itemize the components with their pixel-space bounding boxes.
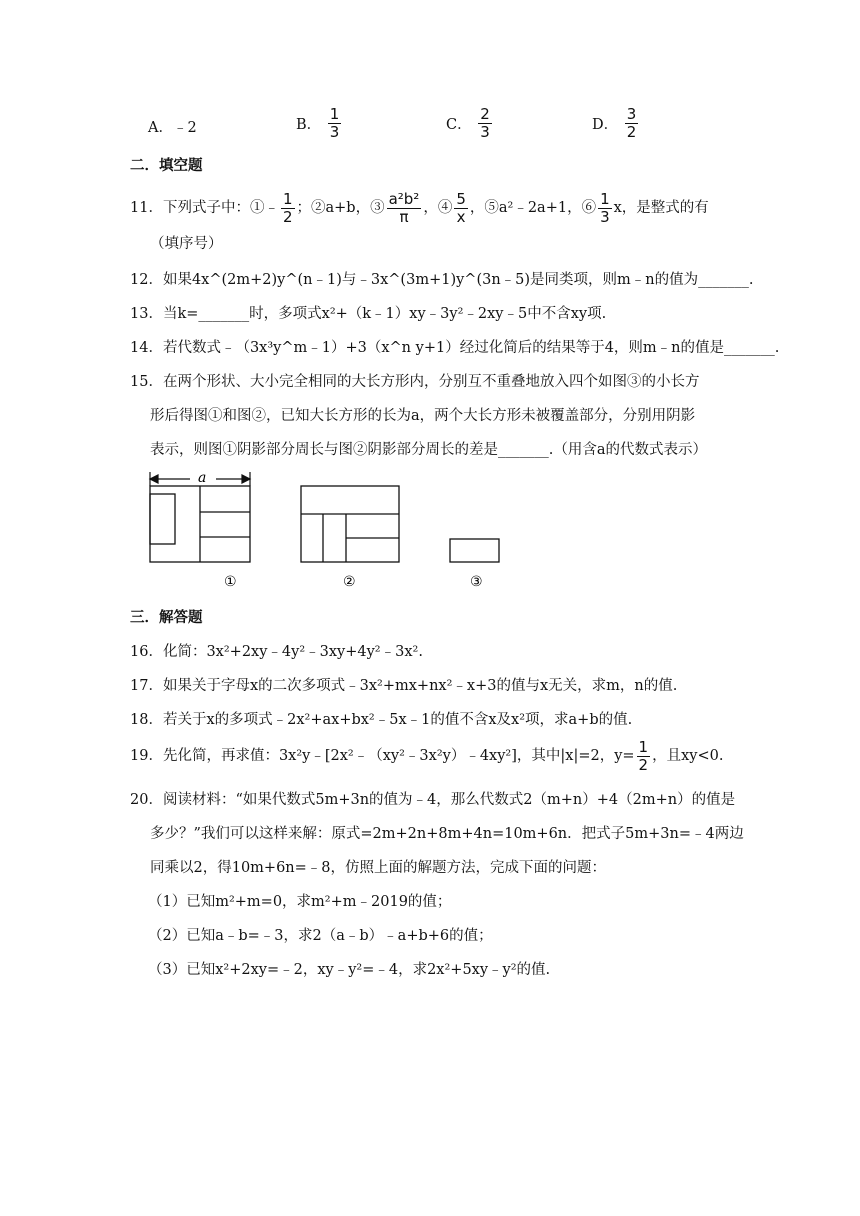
question-20-line-3: 同乘以2，得10m+6n=﹣8，仿照上面的解题方法，完成下面的问题： [150, 860, 607, 876]
q19-f-num: 1 [638, 737, 649, 756]
option-a-value: ﹣2 [172, 120, 197, 136]
option-a-label: A． [148, 120, 173, 136]
question-13: 13．当k=_______时，多项式x²+（k﹣1）xy﹣3y²﹣2xy﹣5中不含xy项. [130, 306, 607, 322]
q11-mid-3: ，⑤a²﹣2a+1，⑥ [469, 200, 597, 216]
figure-3 [450, 539, 499, 562]
q11-f3-den: x [456, 207, 466, 226]
question-16: 16．化简：3x²+2xy﹣4y²﹣3xy+4y²﹣3x². [130, 644, 423, 660]
figure-2-label: ② [343, 574, 356, 590]
question-19 [130, 738, 723, 774]
q19-prefix: 19．先化简，再求值：3x²y﹣[2x²﹣（xy²﹣3x²y）﹣4xy²]，其中|x|=2，y= [130, 748, 635, 764]
option-c-denominator: 3 [480, 123, 490, 141]
option-c [446, 106, 494, 141]
option-b-denominator: 3 [329, 123, 340, 141]
option-b-label: B． [296, 117, 322, 133]
q11-f4-num: 1 [600, 189, 610, 208]
question-14: 14．若代数式﹣（3x³y^m﹣1）+3（x^n y+1）经过化简后的结果等于4，则m﹣n的值是_______. [130, 340, 780, 356]
question-20-part-1: （1）已知m²+m=0，求m²+m﹣2019的值； [148, 894, 452, 910]
q11-f2-den: π [399, 207, 409, 226]
figure-3-label: ③ [470, 574, 483, 590]
question-11-line-2: （填序号） [150, 236, 223, 252]
dimension-label: a [198, 470, 207, 486]
q15-figure [140, 466, 520, 598]
q11-fraction-3 [454, 191, 468, 226]
q15-figure-svg [140, 466, 520, 594]
q11-prefix: 11．下列式子中：①﹣ [130, 200, 279, 216]
q11-suffix: x，是整式的有 [613, 200, 709, 216]
q11-mid-1: ；②a+b，③ [296, 200, 385, 216]
option-d-denominator: 2 [626, 123, 637, 141]
figure-2 [301, 486, 399, 562]
option-c-fraction [478, 106, 492, 141]
q11-f1-den: 2 [282, 207, 293, 226]
option-b-numerator: 1 [329, 105, 340, 123]
option-d [592, 106, 640, 141]
question-11 [130, 190, 709, 226]
question-15-line-1: 15．在两个形状、大小完全相同的大长方形内，分别互不重叠地放入四个如图③的小长方 [130, 374, 700, 390]
q19-fraction [637, 739, 651, 774]
option-c-label: C． [446, 117, 472, 133]
section-3-title: 三．解答题 [130, 609, 203, 626]
option-d-numerator: 3 [626, 105, 637, 123]
option-d-fraction [625, 106, 639, 141]
question-17: 17．如果关于字母x的二次多项式﹣3x²+mx+nx²﹣x+3的值与x无关，求m，n的值. [130, 678, 678, 694]
option-d-label: D． [592, 117, 619, 133]
figure-1-label: ① [224, 574, 237, 590]
question-15-line-3: 表示，则图①阴影部分周长与图②阴影部分周长的差是_______.（用含a的代数式表示） [150, 442, 708, 458]
question-20-part-3: （3）已知x²+2xy=﹣2，xy﹣y²=﹣4，求2x²+5xy﹣y²的值. [148, 962, 551, 978]
q19-suffix: ，且xy<0. [652, 748, 724, 764]
question-15-line-2: 形后得图①和图②，已知大长方形的长为a，两个大长方形未被覆盖部分，分别用阴影 [150, 408, 696, 424]
q11-fraction-1 [281, 191, 295, 226]
figure-1 [150, 486, 250, 562]
question-20-part-2: （2）已知a﹣b=﹣3，求2（a﹣b）﹣a+b+6的值； [148, 928, 493, 944]
question-12: 12．如果4x^(2m+2)y^(n﹣1)与﹣3x^(3m+1)y^(3n﹣5)是同类项，则m﹣n的值为_______. [130, 272, 754, 288]
option-b-fraction [328, 106, 342, 141]
q19-f-den: 2 [638, 755, 649, 774]
option-b [296, 106, 343, 141]
question-20-line-1: 20．阅读材料：“如果代数式5m+3n的值为﹣4，那么代数式2（m+n）+4（2m+n）的值是 [130, 792, 736, 808]
question-18: 18．若关于x的多项式﹣2x²+ax+bx²﹣5x﹣1的值不含x及x²项，求a+b的值. [130, 712, 633, 728]
q11-mid-2: ，④ [423, 200, 453, 216]
option-a [148, 116, 197, 137]
q11-f3-num: 5 [456, 189, 466, 208]
q11-f2-num: a²b² [388, 189, 420, 208]
q11-fraction-2 [387, 191, 422, 226]
option-c-numerator: 2 [480, 105, 490, 123]
q11-fraction-4 [598, 191, 612, 226]
question-20-line-2: 多少？”我们可以这样来解：原式=2m+2n+8m+4n=10m+6n．把式子5m+3n=﹣4两边 [150, 826, 744, 842]
q11-f1-num: 1 [282, 189, 293, 208]
q11-f4-den: 3 [600, 207, 610, 226]
section-2-title: 二．填空题 [130, 157, 203, 174]
